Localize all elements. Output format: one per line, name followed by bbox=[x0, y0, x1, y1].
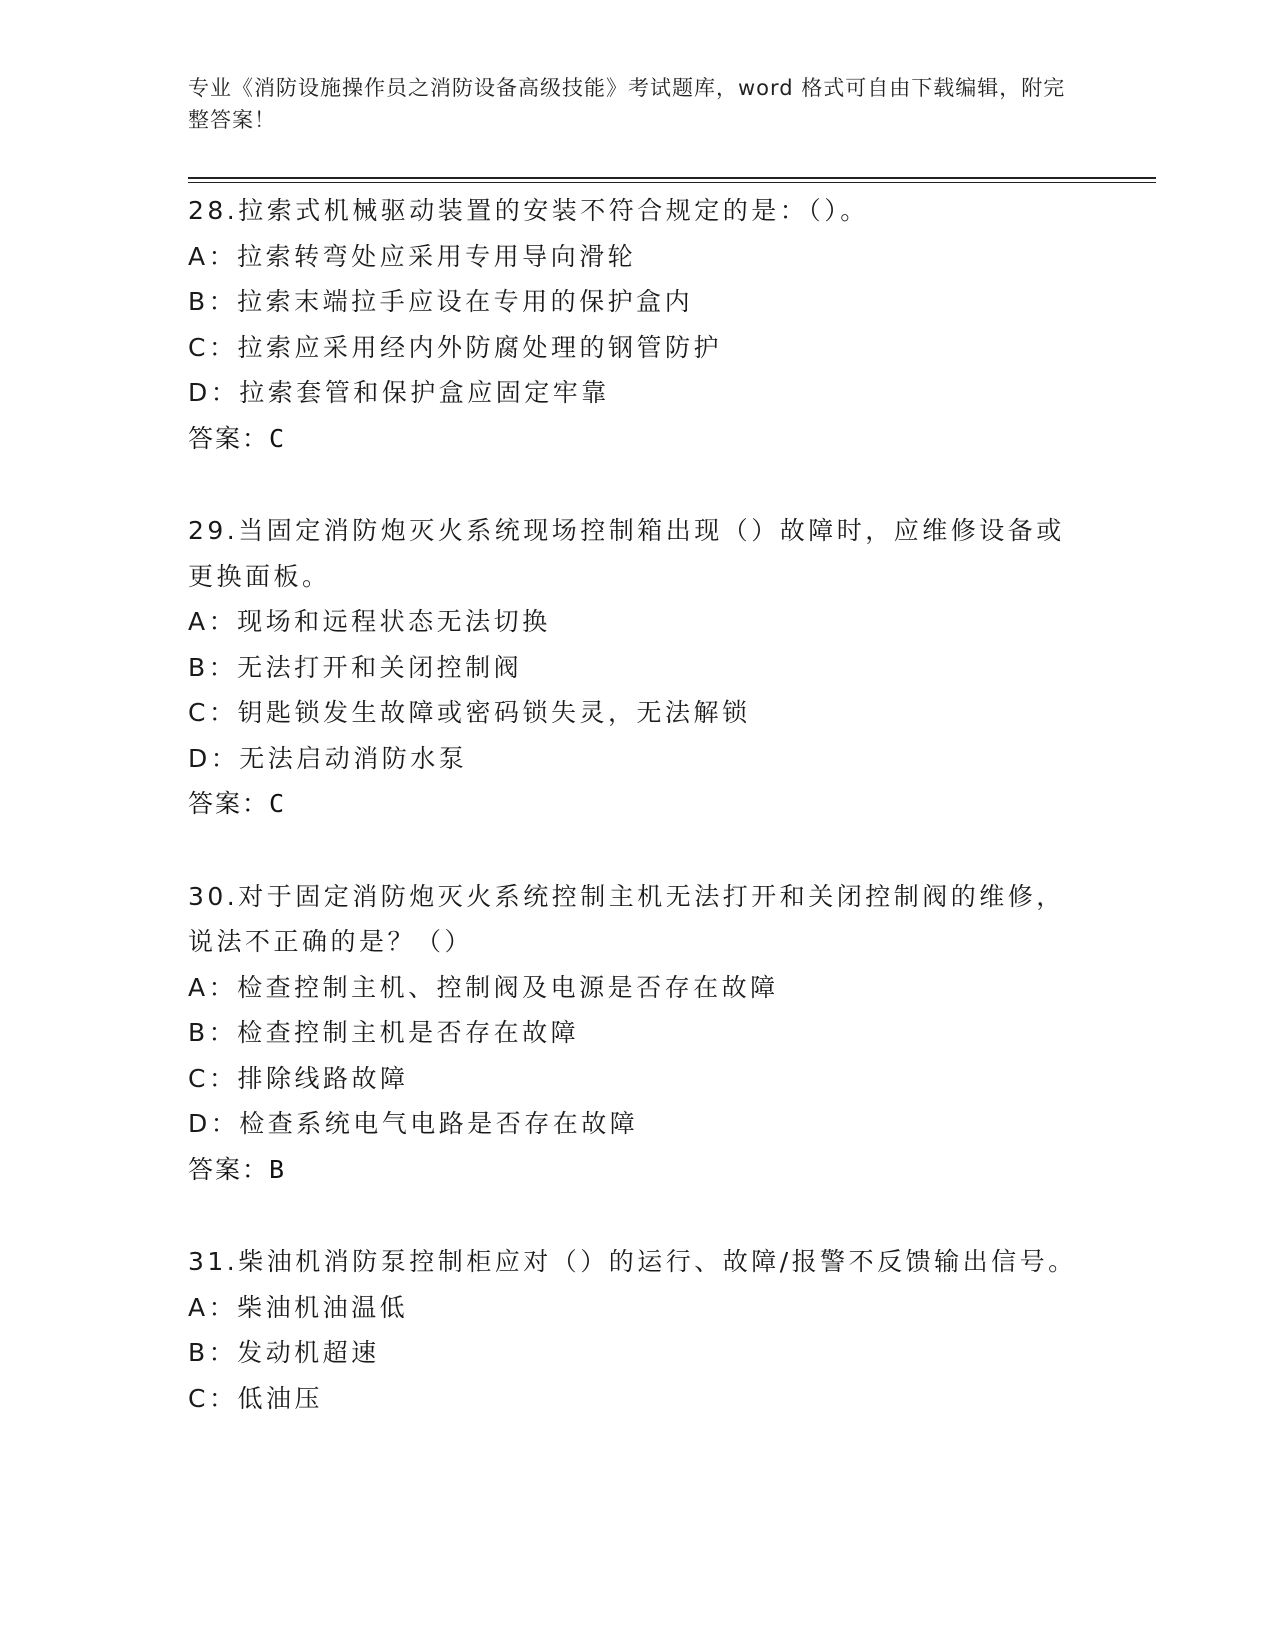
answer-line bbox=[188, 1147, 1088, 1193]
option-a: A：检查控制主机、控制阀及电源是否存在故障 bbox=[188, 972, 779, 1002]
option-a: A：现场和远程状态无法切换 bbox=[188, 607, 551, 636]
question-29 bbox=[188, 508, 1088, 827]
header-divider bbox=[188, 177, 1156, 179]
answer-value: C bbox=[269, 789, 287, 818]
option-d: D：拉索套管和保护盒应固定牢靠 bbox=[188, 378, 610, 407]
question-28 bbox=[188, 188, 1088, 461]
option-b: B：发动机超速 bbox=[188, 1338, 380, 1367]
option-d: D：检查系统电气电路是否存在故障 bbox=[188, 1109, 639, 1138]
option-c: C：排除线路故障 bbox=[188, 1063, 409, 1093]
question-stem: 31.柴油机消防泵控制柜应对（）的运行、故障/报警不反馈输出信号。 bbox=[188, 1247, 1077, 1276]
answer-line bbox=[188, 416, 1088, 462]
option-c: C：拉索应采用经内外防腐处理的钢管防护 bbox=[188, 332, 722, 362]
option-b: B：检查控制主机是否存在故障 bbox=[188, 1018, 580, 1047]
answer-label: 答案： bbox=[188, 789, 270, 818]
option-c: C：钥匙锁发生故障或密码锁失灵，无法解锁 bbox=[188, 698, 751, 727]
option-b: B：拉索末端拉手应设在专用的保护盒内 bbox=[188, 287, 694, 316]
question-list bbox=[188, 188, 1088, 1468]
document-header: 专业《消防设施操作员之消防设备高级技能》考试题库，word 格式可自由下载编辑，附完整答案！ bbox=[188, 76, 1066, 132]
question-30 bbox=[188, 874, 1088, 1193]
question-stem: 30.对于固定消防炮灭火系统控制主机无法打开和关闭控制阀的维修，说法不正确的是？（） bbox=[188, 881, 1065, 956]
answer-line bbox=[188, 781, 1088, 827]
question-31 bbox=[188, 1239, 1088, 1421]
question-stem: 28.拉索式机械驱动装置的安装不符合规定的是：（）。 bbox=[188, 196, 869, 225]
option-b: B：无法打开和关闭控制阀 bbox=[188, 652, 523, 682]
question-stem: 29.当固定消防炮灭火系统现场控制箱出现（）故障时，应维修设备或更换面板。 bbox=[188, 516, 1065, 591]
option-d: D：无法启动消防水泵 bbox=[188, 743, 468, 773]
answer-value: B bbox=[269, 1154, 287, 1184]
option-a: A：柴油机油温低 bbox=[188, 1292, 409, 1322]
answer-label: 答案： bbox=[188, 423, 270, 453]
option-a: A：拉索转弯处应采用专用导向滑轮 bbox=[188, 241, 637, 271]
option-c: C：低油压 bbox=[188, 1383, 323, 1413]
answer-label: 答案： bbox=[188, 1154, 270, 1184]
answer-value: C bbox=[269, 423, 287, 453]
header-divider-thin bbox=[188, 182, 1156, 183]
